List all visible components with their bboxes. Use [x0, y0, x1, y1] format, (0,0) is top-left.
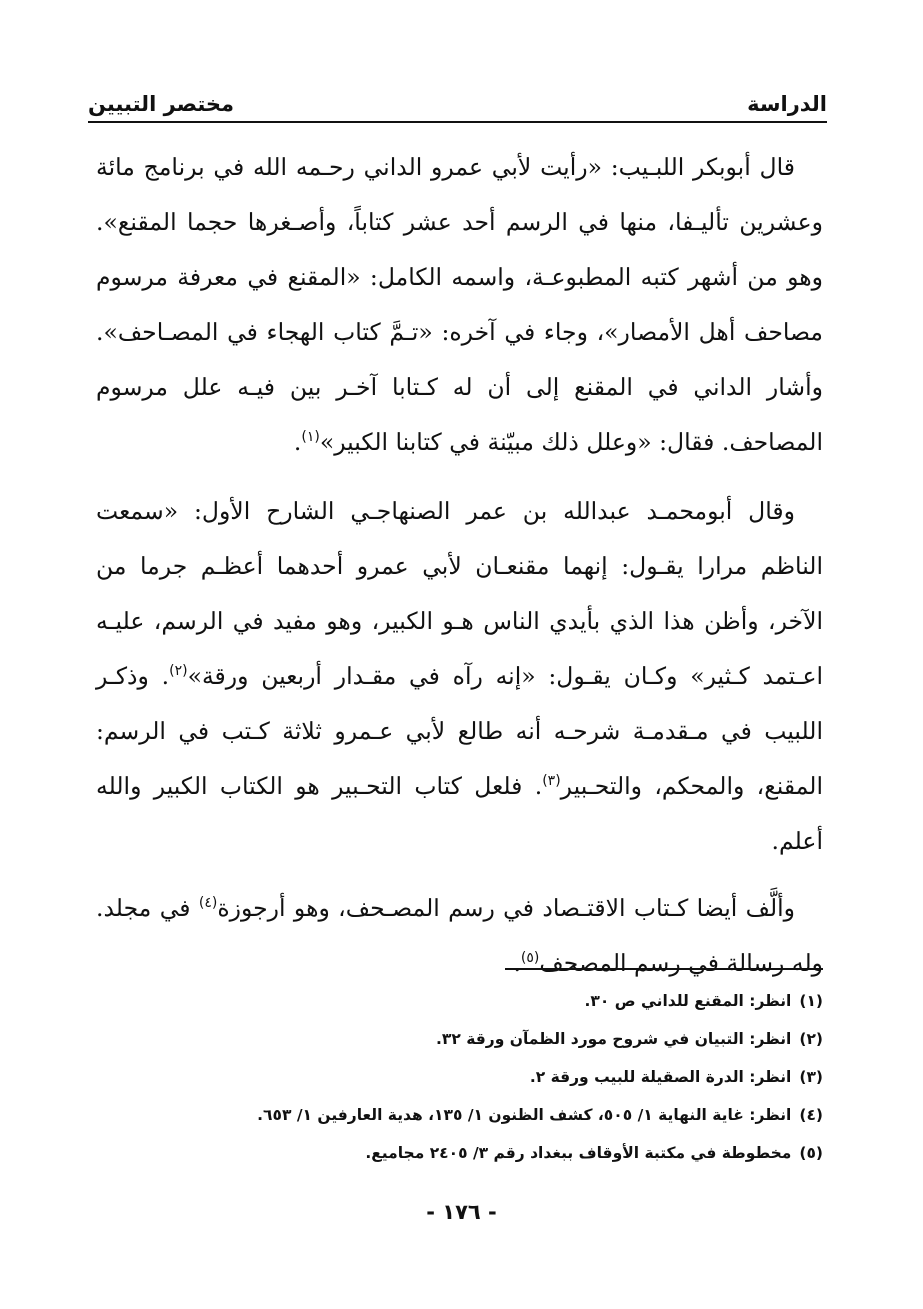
footnotes: [100, 982, 823, 1172]
paragraph-2-text-b: . وذكـر اللبيب في مـقدمـة شرحـه أنه طالع لأبي عـمرو ثلاثة كـتب في الرسم: المقنع، والمحكم، والتحـبير: [96, 662, 823, 800]
footnote-number: (١): [799, 992, 823, 1010]
footnote-ref-1: (١): [301, 429, 320, 446]
header-book-title: مختصر التبيين: [88, 92, 235, 116]
footnote-item: [100, 1096, 823, 1134]
footnote-text: انظر: المقنع للداني ص ٣٠.: [584, 992, 792, 1010]
footnote-item: [100, 982, 823, 1020]
paragraph-2-text-a: وقال أبومحمـد عبدالله بن عمر الصنهاجـي الشارح الأول: «سمعت الناظم مرارا يقـول: إنهما مقنعـان لأبي عمرو أحدهما أعظـم جرما من الآخر، وأظن هذا الذي بأيدي الناس هـو الكبير، وهو مفيد في الرسم، عليـه اعـتمد كـثير» وكـان يقـول: «إنه رآه في مقـدار أربعين ورقة»: [96, 497, 823, 690]
footnote-ref-3: (٣): [542, 773, 561, 790]
header-section-title: الدراسة: [747, 92, 827, 116]
footnote-ref-4: (٤): [198, 895, 218, 912]
paragraph-1-text: قال أبوبكر اللبـيب: «رأيت لأبي عمرو الداني رحـمه الله في برنامج مائة وعشرين تأليـفا، منها في الرسم أحد عشر كتاباً، وأصـغرها حجما المقنع». وهو من أشهر كتبه المطبوعـة، واسمه الكامل: «المقنع في معرفة مرسوم مصاحف أهل الأمصار»، وجاء في آخره: «تـمَّ كتاب الهجاء في المصـاحف». وأشار الداني في المقنع إلى أن له كـتابا آخـر بين فيـه علل مرسوم المصاحف. فقال: «وعلل ذلك مبيّنة في كتابنا الكبير»: [96, 153, 823, 456]
footnote-ref-2: (٢): [169, 663, 188, 680]
header-rule: [88, 121, 827, 123]
footnote-number: (٥): [799, 1144, 823, 1162]
footnote-number: (٢): [799, 1030, 823, 1048]
footnote-text: انظر: التبيان في شروح مورد الظمآن ورقة ٣٢.: [436, 1030, 792, 1048]
paragraph-1: [96, 140, 823, 470]
footnote-number: (٤): [799, 1106, 823, 1124]
paragraph-1-end: .: [293, 428, 302, 456]
paragraph-2: [96, 484, 823, 869]
footnote-text: انظر: غاية النهاية ١/ ٥٠٥، كشف الظنون ١/ ١٣٥، هدية العارفين ١/ ٦٥٣.: [257, 1106, 792, 1124]
paragraph-3-end: .: [513, 949, 521, 977]
footnote-text: مخطوطة في مكتبة الأوقاف ببغداد رقم ٣/ ٢٤٠٥ مجاميع.: [365, 1144, 792, 1162]
footnote-text: انظر: الدرة الصقيلة للبيب ورقة ٢.: [529, 1068, 792, 1086]
paragraph-3: [96, 881, 823, 991]
footnote-item: [100, 1058, 823, 1096]
paragraph-3-text-a: وألَّف أيضا كـتاب الاقتـصاد في رسم المصـحف، وهو أرجوزة: [217, 894, 796, 922]
running-header: [88, 70, 827, 116]
footnote-ref-5: (٥): [520, 950, 540, 967]
main-text: [96, 140, 823, 991]
footnote-item: [100, 1134, 823, 1172]
paragraph-2-text-c: . فلعل كتاب التحـبير هو الكتاب الكبير والله أعلم.: [96, 772, 823, 855]
footnote-rule: [505, 968, 823, 970]
footnote-number: (٣): [799, 1068, 823, 1086]
footnote-item: [100, 1020, 823, 1058]
page-number: - ١٧٦ -: [426, 1200, 497, 1224]
paragraph-3-text-b: في مجلد. وله رسالة في رسم المصحف: [96, 894, 823, 977]
